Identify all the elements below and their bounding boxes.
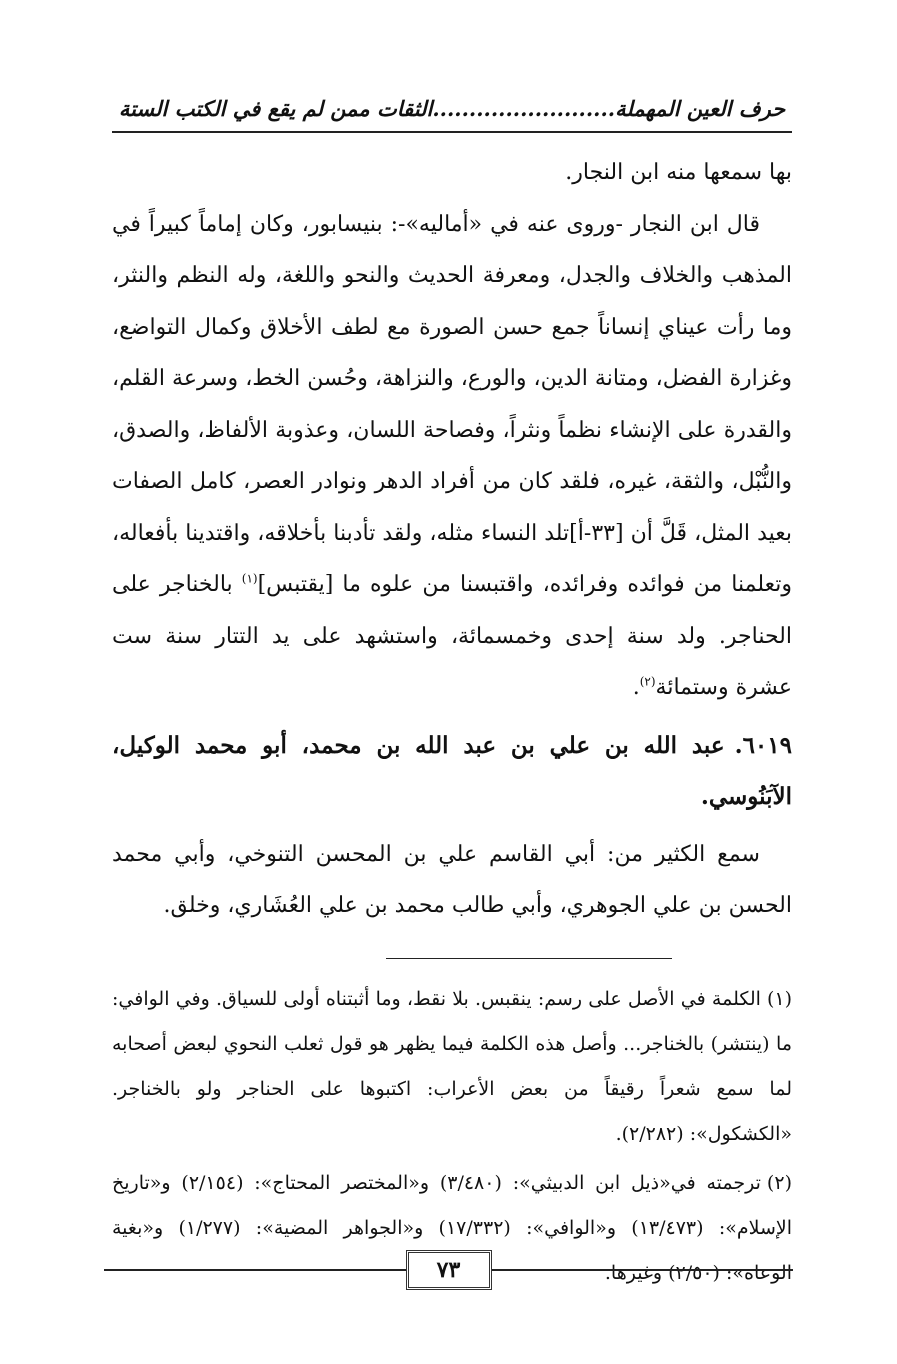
footnote-separator bbox=[386, 958, 672, 959]
paragraph-biography bbox=[112, 199, 792, 714]
footnote-1 bbox=[112, 977, 792, 1157]
biography-text-continued: بالخناجر على الحناجر. ولد سنة إحدى وخمسمائة، واستشهد على يد التتار سنة ست عشرة وستمائة bbox=[112, 572, 792, 700]
main-text bbox=[112, 147, 792, 932]
biography-text: قال ابن النجار -وروى عنه في «أماليه»-: بنيسابور، وكان إماماً كبيراً في المذهب والخلاف والجدل، ومعرفة الحديث والنحو واللغة، وله النظم والنثر، وما رأت عيناي إنساناً جمع حسن الصورة مع لطف الأخلاق وكمال التواضع، وغزارة الفضل، ومتانة الدين، والورع، والنزاهة، وحُسن الخط، وسرعة القلم، والقدرة على الإنشاء نظماً ونثراً، وفصاحة اللسان، وعذوبة الألفاظ، والصدق، والنُّبْل، والثقة، غيره، فلقد كان من أفراد الدهر ونوادر العصر، كامل الصفات بعيد المثل، قَلَّ أن [٣٣-أ]تلد النساء مثله، ولقد تأدبنا بأخلاقه، واقتدينا بأفعاله، وتعلمنا من فوائده وفرائده، واقتبسنا من علوه ما [يقتبس] bbox=[112, 211, 793, 597]
biography-end: . bbox=[632, 675, 640, 700]
running-header bbox=[112, 96, 792, 133]
entry-name: عبد الله بن علي بن عبد الله بن محمد، أبو محمد الوكيل، الآبَنُوسي. bbox=[112, 731, 792, 810]
page-footer bbox=[104, 1250, 793, 1290]
paragraph-continuation: بها سمعها منه ابن النجار. bbox=[565, 160, 792, 185]
entry-heading bbox=[112, 720, 792, 823]
footnotes bbox=[112, 977, 792, 1296]
paragraph-entry-text: سمع الكثير من: أبي القاسم علي بن المحسن التنوخي، وأبي محمد الحسن بن علي الجوهري، وأبي طالب محمد بن علي العُشَاري، وخلق. bbox=[112, 841, 792, 918]
footnote-2-marker: (٢) bbox=[766, 1171, 792, 1194]
running-title: حرف العين المهملة.........................الثقات ممن لم يقع في الكتب الستة bbox=[118, 96, 786, 121]
entry-number: ٦٠١٩. bbox=[734, 731, 792, 759]
page-number: ٧٣ bbox=[406, 1250, 492, 1290]
footnote-ref-1[interactable]: (١) bbox=[241, 571, 258, 586]
footnote-1-text: الكلمة في الأصل على رسم: ينقبس. بلا نقط، وما أثبتناه أولى للسياق. وفي الوافي: ما (ينتشر) بالخناجر... وأصل هذه الكلمة فيما يظهر هو قول ثعلب النحوي لبعض أصحابه لما سمع شعراً رقيقاً من بعض الأعراب: اكتبوها على الحناجر ولو بالخناجر. «الكشكول»: (٢/٢٨٢). bbox=[112, 987, 792, 1145]
footnote-2-text: ترجمته في«ذيل ابن الدبيثي»: (٣/٤٨٠) و«المختصر المحتاج»: (٢/١٥٤) و«تاريخ الإسلام»: (١٣/٤٧٣) و«الوافي»: (١٧/٣٣٢) و«الجواهر المضية»: (١/٢٧٧) و«بغية الوعاة»: (٢/٥٠) وغيرها. bbox=[112, 1171, 792, 1284]
footnote-1-marker: (١) bbox=[766, 987, 792, 1010]
footnote-ref-2[interactable]: (٢) bbox=[639, 674, 656, 689]
